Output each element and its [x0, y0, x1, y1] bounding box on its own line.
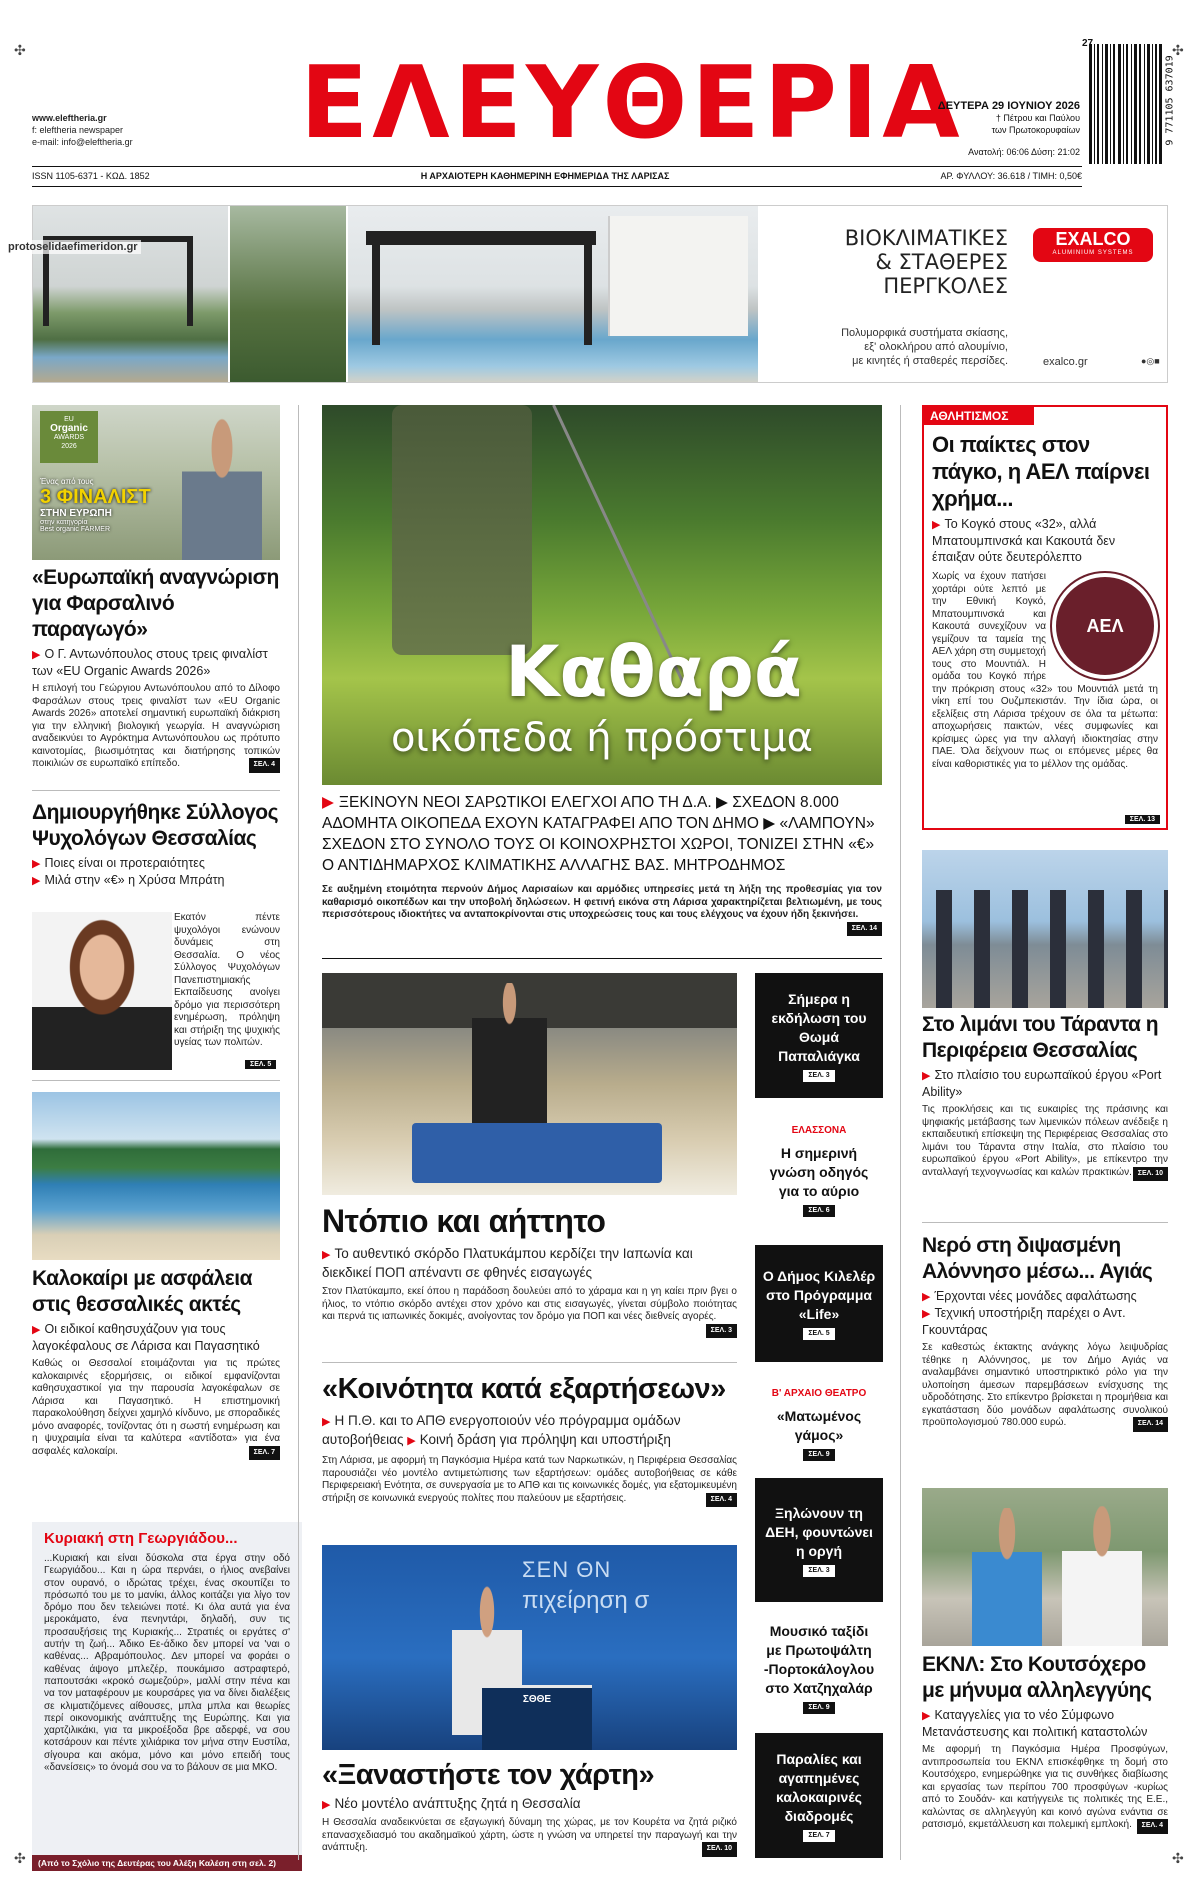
psych-subhead-text: Μιλά στην «€» η Χρύσα Μπράτη — [44, 873, 225, 887]
registration-mark-icon: ✣ — [14, 1850, 26, 1866]
beach-subhead-text: Οι ειδικοί καθησυχάζουν για τους λαγοκέφαλους σε Λάρισα και Παγασητικό — [32, 1322, 260, 1353]
brief-item[interactable] — [755, 1103, 883, 1235]
brief-text: Σήμερα η εκδήλωση του Θωμά Παπαλιάγκα — [771, 990, 867, 1064]
divider — [322, 1362, 737, 1363]
exalco-ad-banner[interactable] — [32, 205, 1168, 383]
garlic-body — [322, 1286, 737, 1334]
podium: ΣΘΘΕ — [482, 1685, 592, 1750]
lead-deck-text: ΞΕΚΙΝΟΥΝ ΝΕΟΙ ΣΑΡΩΤΙΚΟΙ ΕΛΕΓΧΟΙ ΑΠΟ ΤΗ Δ.Α. ▶ ΣΧΕΔΟΝ 8.000 ΑΔΟΜΗΤΑ ΟΙΚΟΠΕΔΑ ΕΧΟΥΝ ΚΑΤΑΓΡΑΦΕΙ ΑΠΟ ΤΟΝ ΔΗΜΟ ▶ «ΛΑΜΠΟΥΝ» ΣΧΕΔΟΝ ΣΤΟ ΣΥΝΟΛΟ ΤΟΥΣ ΟΙ ΚΟΙΝΟΧΡΗΣΤΟΙ ΧΩΡΟΙ, ΤΟΝΙΖΕΙ ΣΤΗΝ «€» Ο ΑΝΤΙΔΗΜΑΡΧΟΣ ΚΛΙΜΑΤΙΚΗΣ ΑΛΛΑΓΗΣ ΒΑΣ. ΜΗΤΡΟΔΗΜΟΣ — [322, 794, 875, 874]
ad-photo-1 — [33, 206, 228, 383]
arrow-icon: ▶ — [322, 794, 334, 811]
water-headline: Νερό στη διψασμένη Αλόννησο μέσω... Αγιάς — [922, 1234, 1153, 1283]
water-subhead-1 — [922, 1288, 1168, 1305]
water-article[interactable] — [922, 1233, 1168, 1432]
page-ref: ΣΕΛ. 9 — [803, 1702, 834, 1714]
brief-item[interactable] — [755, 1245, 883, 1362]
ad-headline-line: ΒΙΟΚΛΙΜΑΤΙΚΕΣ — [844, 226, 1008, 250]
addiction-subhead-text: Κοινή δράση για πρόληψη και υποστήριξη — [419, 1432, 671, 1447]
eknl-photo — [922, 1488, 1168, 1646]
lead-body-text: Σε αυξημένη ετοιμότητα περνούν Δήμος Λαρισαίων και αρμόδιες υπηρεσίες μετά τη λήξη της προθεσμίας για τον καθαρισμό οικοπέδων και την υποβολή δηλώσεων. Η φετινή εικόνα στη Λάρισα χαρακτηρίζεται βελτιωμένη, με τους περισσότερους ιδιοκτήτες να ανταποκρίνονται στις υποχρεώσεις τους και τους ελέγχους να έχουν ήδη ξεκινήσει. — [322, 884, 882, 920]
sport-body: Χωρίς να έχουν πατήσει χορτάρι ούτε λεπτό με την Εθνική Κογκό, Μπατουμπινσκά και Κακουτά συνεχίζουν να γεμίζουν τα ταμεία της ΑΕΛ χάρη στη συμμετοχή τους στο Μουντιάλ. Η ομάδα του Κογκό πήρε την πρόκριση στους «32» του Μουντιάλ μετά τη νίκη επί του Ουζμπεκιστάν. Την ίδια ώρα, οι εξελίξεις στη Λάρισα τρέχουν σε όλα τα μέτωπα: αποχωρήσεις παικτών, νέες συμφωνίες και κρίσιμες ώρες για την αλλαγή ιδιοκτησίας στην ΠΑΕ. Όλα δείχνουν πως οι επόμενες μέρες θα είναι καθοριστικές για το μέλλον της ομάδας. — [932, 571, 1158, 770]
arrow-icon: ▶ — [922, 1291, 931, 1303]
taranto-article[interactable] — [922, 1012, 1168, 1181]
taranto-body-text: Τις προκλήσεις και τις ευκαιρίες της πράσινης και ψηφιακής μετάβασης των λιμενικών πόλεων ανέδειξε η εκπαιδευτική επίσκεψη της Περιφέρειας Θεσσαλίας στο λιμάνι του Τάραντα στην Ιταλία, στο πλαίσιο του ευρωπαϊκού έργου «Port Ability», με επίκεντρο την ανταλλαγή τεχνογνωσίας και καλών πρακτικών. — [922, 1104, 1168, 1178]
info-bar — [32, 171, 1082, 181]
arrow-icon: ▶ — [322, 1416, 331, 1428]
map-body-text: Η Θεσσαλία αναδεικνύεται σε εξαγωγική δύναμη της χώρας, με τον Κουρέτα να ζητά ριζικό επανασχεδιασμό του ακαδημαϊκού χάρτη, ώστε η γνώση να υπηρετεί την παραγωγή και την ανάπτυξη. — [322, 1817, 737, 1853]
addiction-body-text: Στη Λάρισα, με αφορμή τη Παγκόσμια Ημέρα κατά των Ναρκωτικών, η Περιφέρεια Θεσσαλίας παρουσιάζει νέο μοντέλο αντιμετώπισης των εξαρτήσεων: ομάδες αυτοβοήθειας σε κάθε Περιφερειακή Ενότητα, σε συνεργασία με το ΑΠΘ και τις κοινωνικές δομές, για εξατομικευμένη στήριξη σε κοινωνικά ενεργούς πολίτες που παλεύουν με εξαρτήσεις. — [322, 1455, 737, 1504]
arrow-icon: ▶ — [922, 1070, 931, 1082]
divider — [32, 790, 280, 791]
eknl-headline: ΕΚΝΛ: Στο Κουτσόχερο με μήνυμα αλληλεγγύης — [922, 1653, 1152, 1702]
addiction-article[interactable] — [322, 1372, 737, 1507]
badge-line: 2026 — [61, 443, 77, 450]
brief-item[interactable] — [755, 1372, 883, 1472]
finalist-line: Ένας από τους — [40, 477, 94, 486]
finalist-line: ΣΤΗΝ ΕΥΡΩΠΗ — [40, 508, 112, 519]
date-block — [900, 100, 1080, 158]
brief-text: Παραλίες και αγαπημένες καλοκαιρινές διαδρομές — [776, 1750, 862, 1824]
ad-text-line: με κινητές ή σταθερές περσίδες. — [852, 355, 1008, 367]
column-footer: (Από το Σχόλιο της Δευτέρας του Αλέξη Καλέση στη σελ. 2) — [32, 1855, 302, 1871]
ad-url: exalco.gr — [1043, 356, 1088, 368]
garlic-headline: Ντόπιο και αήττητο — [322, 1203, 606, 1239]
barcode-icon — [1085, 36, 1165, 186]
beach-photo — [32, 1092, 280, 1260]
lead-photo — [322, 405, 882, 785]
divider — [922, 1222, 1168, 1223]
conference-photo — [322, 1545, 737, 1750]
ad-headline-line: & ΣΤΑΘΕΡΕΣ — [875, 250, 1008, 274]
psych-subhead-2 — [32, 872, 280, 889]
badge-line: Organic — [50, 423, 88, 434]
tagline-text: Η ΑΡΧΑΙΟΤΕΡΗ ΚΑΘΗΜΕΡΙΝΗ ΕΦΗΜΕΡΙΔΑ ΤΗΣ ΛΑΡΙΣΑΣ — [420, 171, 670, 181]
facebook-text: f: eleftheria newspaper — [32, 125, 124, 135]
watermark: protoselidaefimeridon.gr — [5, 240, 141, 254]
garlic-subhead-text: Το αυθεντικό σκόρδο Πλατυκάμπου κερδίζει την Ιαπωνία και διεκδικεί ΠΟΠ απέναντι σε φθηνές εισαγωγές — [322, 1246, 693, 1280]
organic-subhead-text: Ο Γ. Αντωνόπουλος στους τρεις φιναλίστ των «EU Organic Awards 2026» — [32, 647, 268, 678]
divider — [32, 1080, 280, 1081]
page-ref: ΣΕΛ. 14 — [1133, 1417, 1168, 1432]
taranto-subhead — [922, 1067, 1168, 1100]
brief-item[interactable] — [755, 1733, 883, 1858]
organic-article[interactable] — [32, 565, 280, 773]
brief-item[interactable] — [755, 973, 883, 1098]
psych-body-text: Εκατόν πέντε ψυχολόγοι ενώνουν δυνάμεις στη Θεσσαλία. Ο νέος Σύλλογος Ψυχολόγων Πανεπιστημιακής Εκπαίδευσης ανοίγει δρόμο για περισσότερη ενημέρωση, πρόληψη και στήριξη της ψυχικής υγείας των πολιτών. — [174, 912, 280, 1048]
psych-article[interactable] — [32, 800, 280, 889]
map-subhead — [322, 1796, 737, 1813]
garlic-subhead — [322, 1245, 737, 1281]
sun-times: Ανατολή: 06:06 Δύση: 21:02 — [968, 147, 1080, 157]
psych-body — [174, 912, 280, 1050]
sport-box[interactable] — [922, 405, 1168, 830]
organic-body — [32, 683, 280, 771]
worker-figure — [392, 405, 532, 655]
ad-headline — [778, 226, 1008, 298]
registration-mark-icon: ✣ — [1172, 1850, 1184, 1866]
sport-subhead — [932, 516, 1158, 565]
map-body — [322, 1817, 737, 1855]
barcode-number: 9 771105 637019 — [1164, 55, 1176, 146]
arrow-icon: ▶ — [32, 649, 41, 661]
beach-headline: Καλοκαίρι με ασφάλεια στις θεσσαλικές ακτές — [32, 1267, 253, 1316]
farmer-figure — [182, 417, 262, 560]
divider — [322, 958, 882, 959]
page-ref: ΣΕΛ. 3 — [803, 1070, 834, 1082]
psych-subhead-1 — [32, 855, 280, 872]
map-article[interactable] — [322, 1758, 737, 1857]
organic-awards-photo — [32, 405, 280, 560]
taranto-subhead-text: Στο πλαίσιο του ευρωπαϊκού έργου «Port Ability» — [922, 1068, 1162, 1099]
arrow-icon: ▶ — [922, 1308, 931, 1320]
ad-text-line: εξ' ολοκλήρου από αλουμίνιο, — [864, 341, 1008, 353]
infobar-rule — [32, 186, 1082, 187]
organic-subhead — [32, 646, 280, 679]
page-ref: ΣΕΛ. 4 — [706, 1493, 737, 1508]
screen-text: ΣΕΝ ΘΝ — [522, 1557, 612, 1582]
brief-label: ΕΛΑΣΣΟΝΑ — [791, 1125, 847, 1136]
arrow-icon: ▶ — [932, 519, 941, 531]
finalist-line: 3 ΦΙΝΑΛΙΣΤ — [40, 486, 151, 508]
psych-subhead-text: Ποιες είναι οι προτεραιότητες — [44, 856, 205, 870]
ad-photo-3 — [348, 206, 758, 383]
addiction-subhead-text: Η Π.Θ. και το ΑΠΘ ενεργοποιούν νέο πρόγραμμα ομάδων αυτοβοήθειας — [322, 1413, 681, 1447]
brief-text: Η σημερινή γνώση οδηγός για το αύριο — [769, 1145, 869, 1199]
issn-text: ISSN 1105-6371 - ΚΩΔ. 1852 — [32, 171, 150, 181]
ael-badge-icon: ΑΕΛ — [1052, 573, 1158, 679]
exalco-logo — [1033, 228, 1153, 262]
issue-date: ΔΕΥΤΕΡΑ 29 ΙΟΥΝΙΟΥ 2026 — [937, 100, 1080, 112]
page-ref: ΣΕΛ. 7 — [803, 1830, 834, 1842]
column-divider — [900, 405, 901, 1860]
person-figure — [1062, 1506, 1142, 1646]
water-subhead-text: Τεχνική υποστήριξη παρέχει ο Αντ. Γκουντάρας — [922, 1306, 1126, 1337]
blue-crate — [412, 1123, 662, 1183]
website-text: www.eleftheria.gr — [32, 113, 107, 123]
brief-item[interactable] — [755, 1610, 883, 1725]
badge-line: AWARDS — [53, 434, 85, 441]
arrow-icon: ▶ — [922, 1710, 931, 1722]
psych-headline: Δημιουργήθηκε Σύλλογος Ψυχολόγων Θεσσαλίας — [32, 801, 279, 850]
ad-photo-2 — [230, 206, 346, 383]
column-box[interactable] — [32, 1522, 302, 1856]
registration-mark-icon: ✣ — [14, 42, 26, 58]
beach-body-text: Καθώς οι Θεσσαλοί ετοιμάζονται για τις πρώτες καλοκαιρινές εξορμήσεις, οι ειδικοί εμφανίζονται καθησυχαστικοί για την παρουσία λαγοκέφαλων σε Λάρισα και Παγασητικό. Η επιστημονική παρακολούθηση δείχνει χαμηλό κίνδυνο, με σποραδικές μόνο αναφορές, τονίζοντας ότι η σωστή ενημέρωση και η ψυχραιμία είναι τα καλύτερα «αντίδοτα» για ένα ασφαλές καλοκαίρι. — [32, 1358, 280, 1457]
beach-subhead — [32, 1321, 280, 1354]
barcode-top-number: 27 — [1082, 38, 1094, 49]
page-ref: ΣΕΛ. 5 — [803, 1328, 834, 1340]
column-body: ...Κυριακή και είναι δύσκολα στα έργα στην οδό Γεωργιάδου... Και η ώρα περνάει, ο ήλιος ανεβαίνει στον ουρανό, ο ιδρώτας τρέχει, ένας σκουπίζει το πρόσωπό του με το μανίκι, άλλος κοιτάζει για λίγο τον δρόμο που δεν τελειώνει ποτέ. Κι όλα αυτά για ένα μεροκάματο, ένα πενηντάρι, δηλαδή, συν τις προσαυξήσεις της Κυριακής... Στρατιές οι εργάτες σ' αυτήν τη ζωή... Άδικο Εε-άδικο δεν μπορεί να 'ναι ο καθένας... Αβραμόπουλος. Δεν μπορεί να φοράει ο καθένας άψογο μπλεζέρ, πουκάμισο αστραφτερό, παπουτσάκι «κροκό σωμεζούρ», μαλλί στην πένα και να τον ματαφέρουν με κουρσάρες για να δίνει διαλέξεις σε κλιματιζόμενες αίθουσες, μπλα μπλα και θεωρίες περί οικονομικής ανάπτυξης της Ευρώπης. Και για χαρτζιλικάκι, για τα μικροέξοδα βρε αδερφέ, να σου κοτσάρουν και πέντε χιλιάρικα τον μήνα στην Ευστίλα, σίγουρα και ακόμα, μόνο και μόνο επειδή τους «δανείσεις» το όνομά σου να το βάλουν σε μια ΜΚΟ. — [44, 1553, 290, 1774]
organic-body-text: Η επιλογή του Γεώργιου Αντωνόπουλου από το Δίλοφο Φαρσάλων στους τρεις φιναλίστ των «EU Organic Awards 2026» αποτελεί σημαντική ευρωπαϊκή διάκριση για την ελληνική βιολογική γεωργία. Η αναγνώριση αναδεικνύει το Αγρόκτημα Αντωνόπουλου ως πρότυπο καινοτομίας, βιωσιμότητας και διατήρησης τοπικών ποικιλιών σε ευρωπαϊκό επίπεδο. — [32, 683, 280, 769]
screen-text: πιχείρηση σ — [522, 1587, 650, 1614]
group-figures — [922, 890, 1168, 1008]
water-body-text: Σε καθεστώς έκτακτης ανάγκης λόγω λειψυδρίας τέθηκε η Αλόννησος, με τον Δήμο Αγιάς να αναλαμβάνει σημαντικό υποστηρικτικό ρόλο για την υλοποίηση άμεσων παρεμβάσεων ενίσχυσης της υδροδότησης. Στο επίκεντρο βρίσκεται η προμήθεια και εγκατάσταση δύο μονάδων αφαλάτωσης συνολικού προϋπολογισμού 780.000 ευρώ. — [922, 1342, 1168, 1428]
water-subhead-text: Έρχονται νέες μονάδες αφαλάτωσης — [934, 1289, 1137, 1303]
worker-figure — [472, 983, 547, 1123]
eknl-body — [922, 1744, 1168, 1832]
finalist-line: στην κατηγορία — [40, 519, 88, 526]
page-ref: ΣΕΛ. 13 — [1125, 815, 1160, 824]
eknl-subhead — [922, 1707, 1168, 1740]
brief-text: «Ματωμένος γάμος» — [776, 1407, 862, 1443]
taranto-photo — [922, 850, 1168, 1008]
saints-line-1: † Πέτρου και Παύλου — [995, 113, 1080, 123]
brief-text: Ο Δήμος Κιλελέρ στο Πρόγραμμα «Life» — [762, 1268, 876, 1322]
brief-text: Μουσικό ταξίδι με Πρωτοψάλτη -Πορτοκάλογλου στο Χατζηχαλάρ — [763, 1622, 875, 1696]
page-ref: ΣΕΛ. 6 — [803, 1205, 834, 1217]
social-icons: ●◎■ — [1141, 356, 1160, 366]
organic-headline: «Ευρωπαϊκή αναγνώριση για Φαρσαλινό παραγωγό» — [32, 566, 279, 641]
lead-overlay-1: Καθαρά — [505, 631, 802, 713]
water-body — [922, 1342, 1168, 1430]
saints-line-2: των Πρωτοκορυφαίων — [991, 125, 1080, 135]
arrow-icon: ▶ — [322, 1249, 331, 1261]
page-ref: ΣΕΛ. 4 — [249, 758, 280, 773]
garlic-article[interactable] — [322, 1203, 737, 1338]
addiction-subhead — [322, 1412, 737, 1450]
column-title: Κυριακή στη Γεωργιάδου... — [44, 1530, 238, 1547]
badge-line: EU — [64, 416, 74, 423]
arrow-icon: ▶ — [32, 858, 41, 870]
page-ref: ΣΕΛ. 5 — [245, 1060, 276, 1069]
ad-headline-line: ΠΕΡΓΚΟΛΕΣ — [883, 274, 1008, 298]
lead-deck — [322, 792, 882, 876]
brief-text: Ξηλώνουν τη ΔΕΗ, φουντώνει η οργή — [765, 1504, 873, 1559]
garlic-body-text: Στον Πλατύκαμπο, εκεί όπου η παράδοση δουλεύει από το χάραμα και η γη καίει πριν βγει ο ήλιος, το ντόπιο σκόρδο αντέχει στον χρόνο και στις εισαγωγές, γίνεται σύμβολο ποιότητας και περνά τις ιαπωνικές δοκιμές, ανοίγοντας τον δρόμο για ΠΟΠ και νέες διεθνείς αγορές. — [322, 1286, 737, 1322]
page-ref: ΣΕΛ. 3 — [706, 1324, 737, 1339]
psych-page-wrap — [245, 1060, 276, 1069]
addiction-body — [322, 1455, 737, 1505]
eknl-subhead-text: Καταγγελίες για το νέο Σύμφωνο Μετανάστευσης και πολιτική καταστολών — [922, 1708, 1148, 1739]
lead-article[interactable] — [322, 792, 882, 936]
finalist-line: Best organic FARMER — [40, 526, 111, 533]
beach-body — [32, 1358, 280, 1458]
page-ref: ΣΕΛ. 4 — [1137, 1819, 1168, 1834]
addiction-headline: «Κοινότητα κατά εξαρτήσεων» — [322, 1373, 726, 1405]
contact-info — [32, 112, 133, 148]
garlic-photo — [322, 973, 737, 1195]
finalist-caption — [40, 477, 151, 533]
issue-price: ΑΡ. ΦΥΛΛΟΥ: 36.618 / ΤΙΜΗ: 0,50€ — [940, 171, 1082, 181]
lead-body — [322, 884, 882, 932]
sport-subhead-text: Το Κογκό στους «32», αλλά Μπατουμπινσκά και Κακουτά δεν έπαιξαν ούτε δευτερόλεπτο — [932, 517, 1116, 564]
sport-label: ΑΘΛΗΤΙΣΜΟΣ — [924, 407, 1034, 425]
ad-text — [753, 326, 1008, 368]
taranto-headline: Στο λιμάνι του Τάραντα η Περιφέρεια Θεσσαλίας — [922, 1013, 1159, 1062]
water-subhead-2 — [922, 1305, 1168, 1338]
registration-mark-icon: ✣ — [1172, 42, 1184, 58]
exalco-logo-text: EXALCO — [1055, 229, 1131, 249]
psychologist-photo — [32, 912, 172, 1070]
person-figure — [972, 1508, 1042, 1646]
taranto-body — [922, 1104, 1168, 1179]
brief-label: Β' ΑΡΧΑΙΟ ΘΕΑΤΡΟ — [771, 1387, 867, 1399]
arrow-icon: ▶ — [32, 875, 41, 887]
page-ref: ΣΕΛ. 3 — [803, 1565, 834, 1577]
arrow-icon: ▶ — [32, 1324, 41, 1336]
eu-organic-badge — [40, 411, 98, 463]
exalco-logo-sub: ALUMINIUM SYSTEMS — [1052, 250, 1134, 256]
map-headline: «Ξαναστήστε τον χάρτη» — [322, 1759, 655, 1791]
sport-headline: Οι παίκτες στον πάγκο, η ΑΕΛ παίρνει χρήμα... — [932, 432, 1150, 511]
beach-article[interactable] — [32, 1266, 280, 1460]
ad-text-line: Πολυμορφικά συστήματα σκίασης, — [841, 327, 1008, 339]
column-divider — [298, 405, 299, 1860]
page-ref: ΣΕΛ. 10 — [1133, 1167, 1168, 1182]
page-ref: ΣΕΛ. 9 — [803, 1449, 834, 1461]
eknl-article[interactable] — [922, 1652, 1168, 1834]
map-subhead-text: Νέο μοντέλο ανάπτυξης ζητά η Θεσσαλία — [334, 1796, 581, 1811]
eknl-body-text: Με αφορμή τη Παγκόσμια Ημέρα Προσφύγων, αντιπροσωπεία του ΕΚΝΛ επισκέφθηκε τη δομή στο Κουτσόχερο, ενημερώθηκε για τις συνθήκες διαβίωσης και εργασίας των περίπου 700 προσφύγων -κυρίως από το Σουδάν- και κατήγγειλε τις πολιτικές της Ε.Ε., καλώντας σε αλληλεγγύη και κοινό αγώνα ενάντια σε ρατσισμό, εκμετάλλευση και πολεμική εμπλοκή. — [922, 1744, 1168, 1830]
page-ref: ΣΕΛ. 10 — [702, 1842, 737, 1857]
masthead-logo: ΕΛΕΥΘΕΡΙΑ — [300, 44, 964, 161]
arrow-icon: ▶ — [407, 1435, 416, 1447]
lead-overlay-2: οικόπεδα ή πρόστιμα — [390, 715, 814, 761]
page-ref: ΣΕΛ. 7 — [249, 1446, 280, 1461]
email-text: e-mail: info@eleftheria.gr — [32, 137, 133, 147]
arrow-icon: ▶ — [322, 1799, 331, 1811]
page-ref: ΣΕΛ. 14 — [847, 922, 882, 937]
masthead-rule — [32, 166, 1082, 167]
brief-item[interactable] — [755, 1478, 883, 1602]
